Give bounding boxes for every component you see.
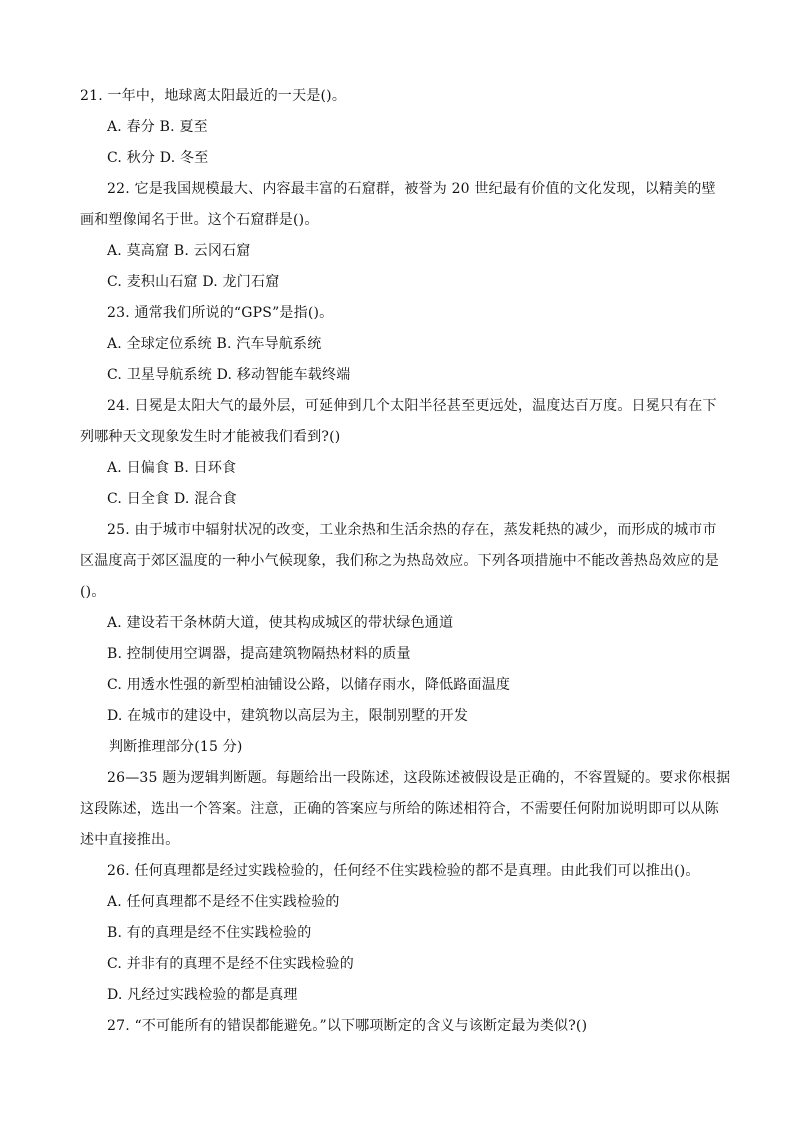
question-25-stem-line1: 25. 由于城市中辐射状况的改变，工业余热和生活余热的存在，蒸发耗热的减少，而形成的城市市 <box>107 522 717 538</box>
instructions-line1: 26—35 题为逻辑判断题。每题给出一段陈述，这段陈述被假设是正确的，不容置疑的。要求你根据 <box>107 770 731 786</box>
question-21-options-ab: A. 春分 B. 夏至 <box>107 119 208 135</box>
question-25-stem-line3: ()。 <box>80 584 106 600</box>
question-25-option-b: B. 控制使用空调器，提高建筑物隔热材料的质量 <box>107 646 411 662</box>
question-26-option-d: D. 凡经过实践检验的都是真理 <box>107 987 298 1003</box>
question-21-options-cd: C. 秋分 D. 冬至 <box>107 150 209 166</box>
question-25-option-a: A. 建设若干条林荫大道，使其构成城区的带状绿色通道 <box>107 615 454 631</box>
question-23-options-cd: C. 卫星导航系统 D. 移动智能车载终端 <box>107 367 351 383</box>
question-27-stem: 27. “不可能所有的错误都能避免。”以下哪项断定的含义与该断定最为类似?() <box>107 1018 588 1034</box>
question-25-option-c: C. 用透水性强的新型柏油铺设公路，以储存雨水，降低路面温度 <box>107 677 511 693</box>
question-22-options-cd: C. 麦积山石窟 D. 龙门石窟 <box>107 274 280 290</box>
question-25-option-d: D. 在城市的建设中，建筑物以高层为主，限制别墅的开发 <box>107 708 469 724</box>
question-26-option-b: B. 有的真理是经不住实践检验的 <box>107 925 312 941</box>
question-25-stem-line2: 区温度高于郊区温度的一种小气候现象，我们称之为热岛效应。下列各项措施中不能改善热岛效应的是 <box>80 553 719 569</box>
question-22-options-ab: A. 莫高窟 B. 云冈石窟 <box>107 243 251 259</box>
question-24-options-cd: C. 日全食 D. 混合食 <box>107 491 237 507</box>
question-24-stem-line1: 24. 日冕是太阳大气的最外层，可延伸到几个太阳半径甚至更远处，温度达百万度。日冕只有在下 <box>107 398 717 414</box>
question-23-options-ab: A. 全球定位系统 B. 汽车导航系统 <box>107 336 322 352</box>
question-22-stem-line1: 22. 它是我国规模最大、内容最丰富的石窟群，被誉为 20 世纪最有价值的文化发现，以精美的壁 <box>107 181 716 197</box>
section-heading-reasoning: 判断推理部分(15 分) <box>109 739 243 755</box>
question-24-stem-line2: 列哪种天文现象发生时才能被我们看到?() <box>80 429 341 445</box>
question-26-option-c: C. 并非有的真理不是经不住实践检验的 <box>107 956 354 972</box>
question-24-options-ab: A. 日偏食 B. 日环食 <box>107 460 237 476</box>
instructions-line2: 这段陈述，选出一个答案。注意，正确的答案应与所给的陈述相符合，不需要任何附加说明即可以从陈 <box>80 801 719 817</box>
question-26-stem: 26. 任何真理都是经过实践检验的，任何经不住实践检验的都不是真理。由此我们可以推出()。 <box>107 863 700 879</box>
question-22-stem-line2: 画和塑像闻名于世。这个石窟群是()。 <box>80 212 319 228</box>
instructions-line3: 述中直接推出。 <box>80 832 180 848</box>
question-26-option-a: A. 任何真理都不是经不住实践检验的 <box>107 894 340 910</box>
question-23-stem: 23. 通常我们所说的“GPS”是指()。 <box>107 305 334 321</box>
question-21-stem: 21. 一年中，地球离太阳最近的一天是()。 <box>80 88 347 104</box>
